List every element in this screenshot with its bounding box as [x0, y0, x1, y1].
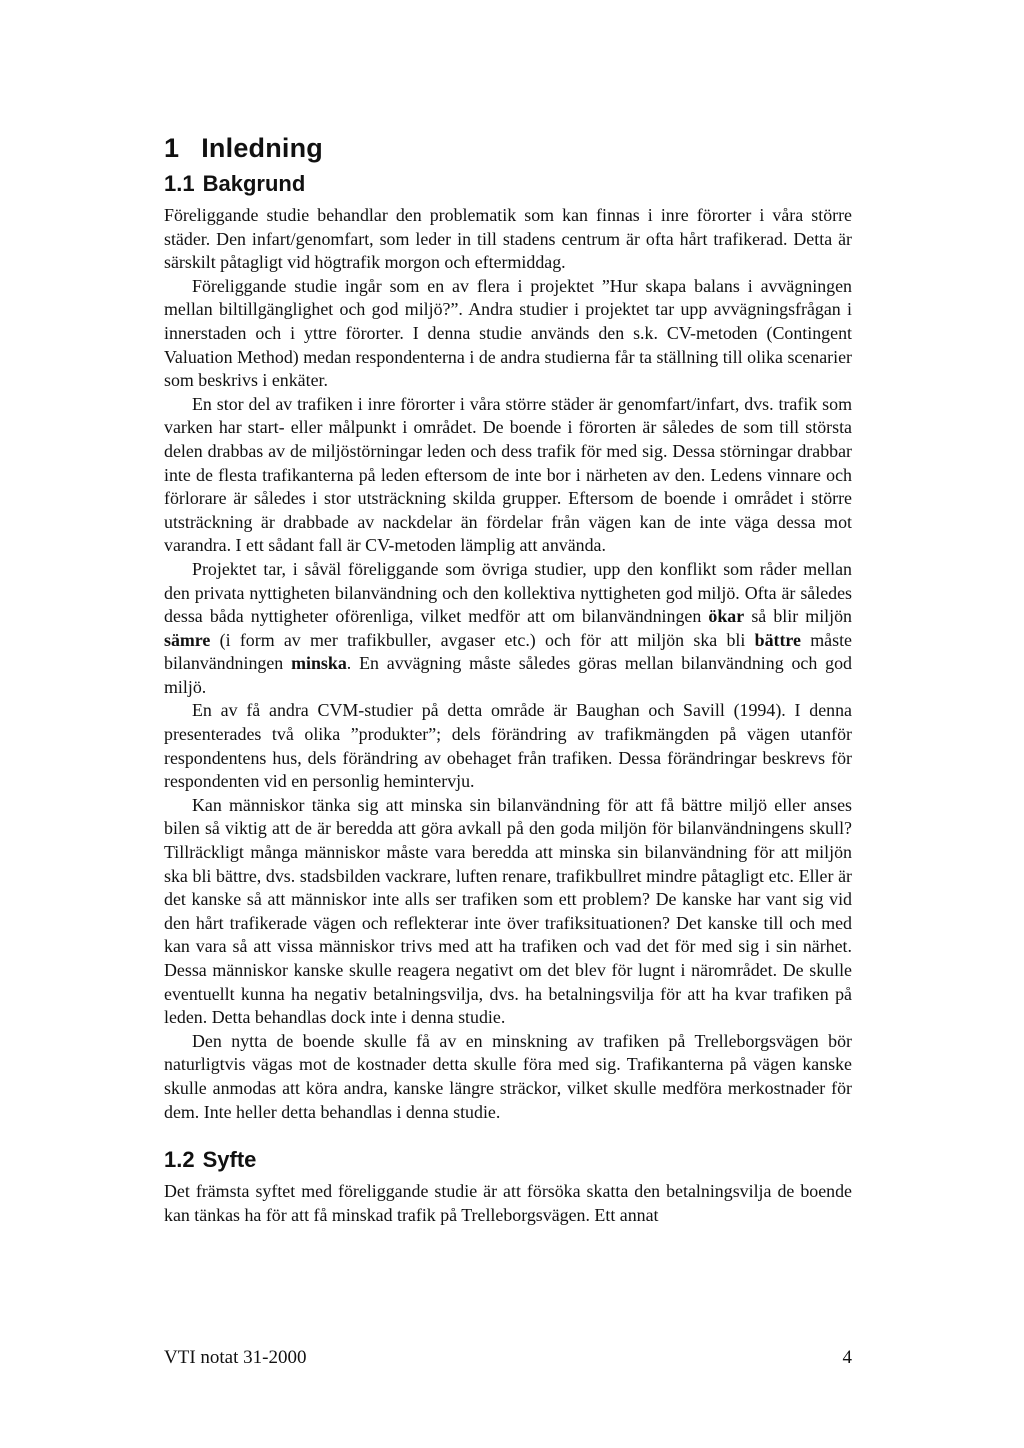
paragraph-1: Föreliggande studie behandlar den problematik som kan finnas i inre förorter i våra större städer. Den infart/genomfart, som leder in till stadens centrum är ofta hårt trafikerad. Detta är särskilt påtagligt vid högtrafik morgon och eftermiddag.: [164, 205, 852, 273]
paragraph-4-text: . En avvägning måste således göras mellan bilanvändning och god miljö.: [164, 653, 852, 697]
paragraph-4-text: Projektet tar, i såväl föreliggande som övriga studier, upp den konflikt som råder mellan den privata nyttigheten bilanvändning och den kollektiva nyttigheten god miljö. Ofta är således dessa båda nyttigheter oförenliga, vilket medför att om bilanvändningen: [164, 558, 852, 627]
section-title: Bakgrund: [202, 171, 306, 196]
section-title: Syfte: [202, 1147, 257, 1173]
paragraph-4: [164, 558, 852, 700]
section-heading-bakgrund: [164, 170, 852, 198]
paragraph-5: En av få andra CVM-studier på detta område är Baughan och Savill (1994). I denna presenterades två olika ”produkter”; dels förändring av trafikmängden på vägen utanför respondentens hus, dels förändring av obehaget från trafiken. Dessa förändringar beskrevs för respondenten vid en personlig hemintervju.: [164, 700, 852, 792]
chapter-number: 1: [164, 133, 180, 163]
page-footer: [164, 1347, 852, 1369]
chapter-heading: [164, 132, 852, 164]
paragraph-4-text: så blir miljön: [744, 606, 852, 627]
paragraph-4-text: måste bilanvändningen: [164, 629, 852, 674]
footer-publication: VTI notat 31-2000: [164, 1347, 307, 1368]
emphasis-battre: bättre: [754, 629, 801, 650]
paragraph-6: Kan människor tänka sig att minska sin bilanvändning för att få bättre miljö eller anses bilen så viktig att de är beredda att göra avkall på den goda miljön för bilanvändningens skull? Tillräckligt många människor måste vara beredda att minska sin bilanvändning för att miljön ska bli bättre, dvs. stadsbilden vackrare, luften renare, trafikbullret mindre påtagligt etc. Eller är det kanske så att människor inte alls ser trafiken som ett problem? De kanske har vant sig vid den hårt trafikerade vägen och reflekterar inte över trafiksituationen? Det kanske till och med kan vara så att vissa människor trivs med att ha trafiken och vad det för med sig i sin närhet. Dessa människor kanske skulle reagera negativt om det blev för lugnt i närområdet. De skulle eventuellt kunna ha negativ betalningsvilja, dvs. ha betalningsvilja för att ha kvar trafiken på leden. Detta behandlas dock inte i denna studie.: [164, 794, 852, 1028]
section-number: 1.1: [164, 171, 195, 196]
footer-page-number: 4: [842, 1347, 852, 1368]
emphasis-okar: ökar: [708, 606, 745, 627]
paragraph-syfte-1: Det främsta syftet med föreliggande studie är att försöka skatta den betalningsvilja de boende kan tänkas ha för att få minskad trafik på Trelleborgsvägen. Ett annat: [164, 1181, 852, 1225]
section-number: 1.2: [164, 1147, 195, 1173]
document-page: [164, 132, 852, 1227]
paragraph-4-text: (i form av mer trafikbuller, avgaser etc.) och för att miljön ska bli: [210, 629, 755, 650]
section-heading-syfte: [164, 1146, 852, 1174]
chapter-title: Inledning: [201, 133, 324, 163]
paragraph-7: Den nytta de boende skulle få av en minskning av trafiken på Trelleborgsvägen bör naturligtvis vägas mot de kostnader detta skulle föra med sig. Trafikanterna på vägen kanske skulle anmodas att köra andra, kanske längre sträckor, vilket skulle medföra merkostnader för dem. Inte heller detta behandlas i denna studie.: [164, 1030, 852, 1122]
paragraph-3: En stor del av trafiken i inre förorter i våra större städer är genomfart/infart, dvs. trafik som varken har start- eller målpunkt i området. De boende i förorten är således de som till största delen drabbas av de miljöstörningar leden och dess trafik för med sig. Dessa störningar drabbar inte de flesta trafikanterna på leden eftersom de inte bor i närheten av den. Ledens vinnare och förlorare är således i stor utsträckning skilda grupper. Eftersom de boende i området i större utsträckning är drabbade av nackdelar än fördelar från vägen kan de inte väga dessa mot varandra. I ett sådant fall är CV-metoden lämplig att använda.: [164, 393, 852, 556]
paragraph-2: Föreliggande studie ingår som en av flera i projektet ”Hur skapa balans i avvägningen mellan biltillgänglighet och god miljö?”. Andra studier i projektet tar upp avvägningsfrågan i innerstaden och i yttre förorter. I denna studie används den s.k. CV-metoden (Contingent Valuation Method) medan respondenterna i de andra studierna får ta ställning till olika scenarier som beskrivs i enkäter.: [164, 275, 852, 391]
emphasis-samre: sämre: [164, 629, 211, 650]
emphasis-minska: minska: [291, 653, 347, 674]
